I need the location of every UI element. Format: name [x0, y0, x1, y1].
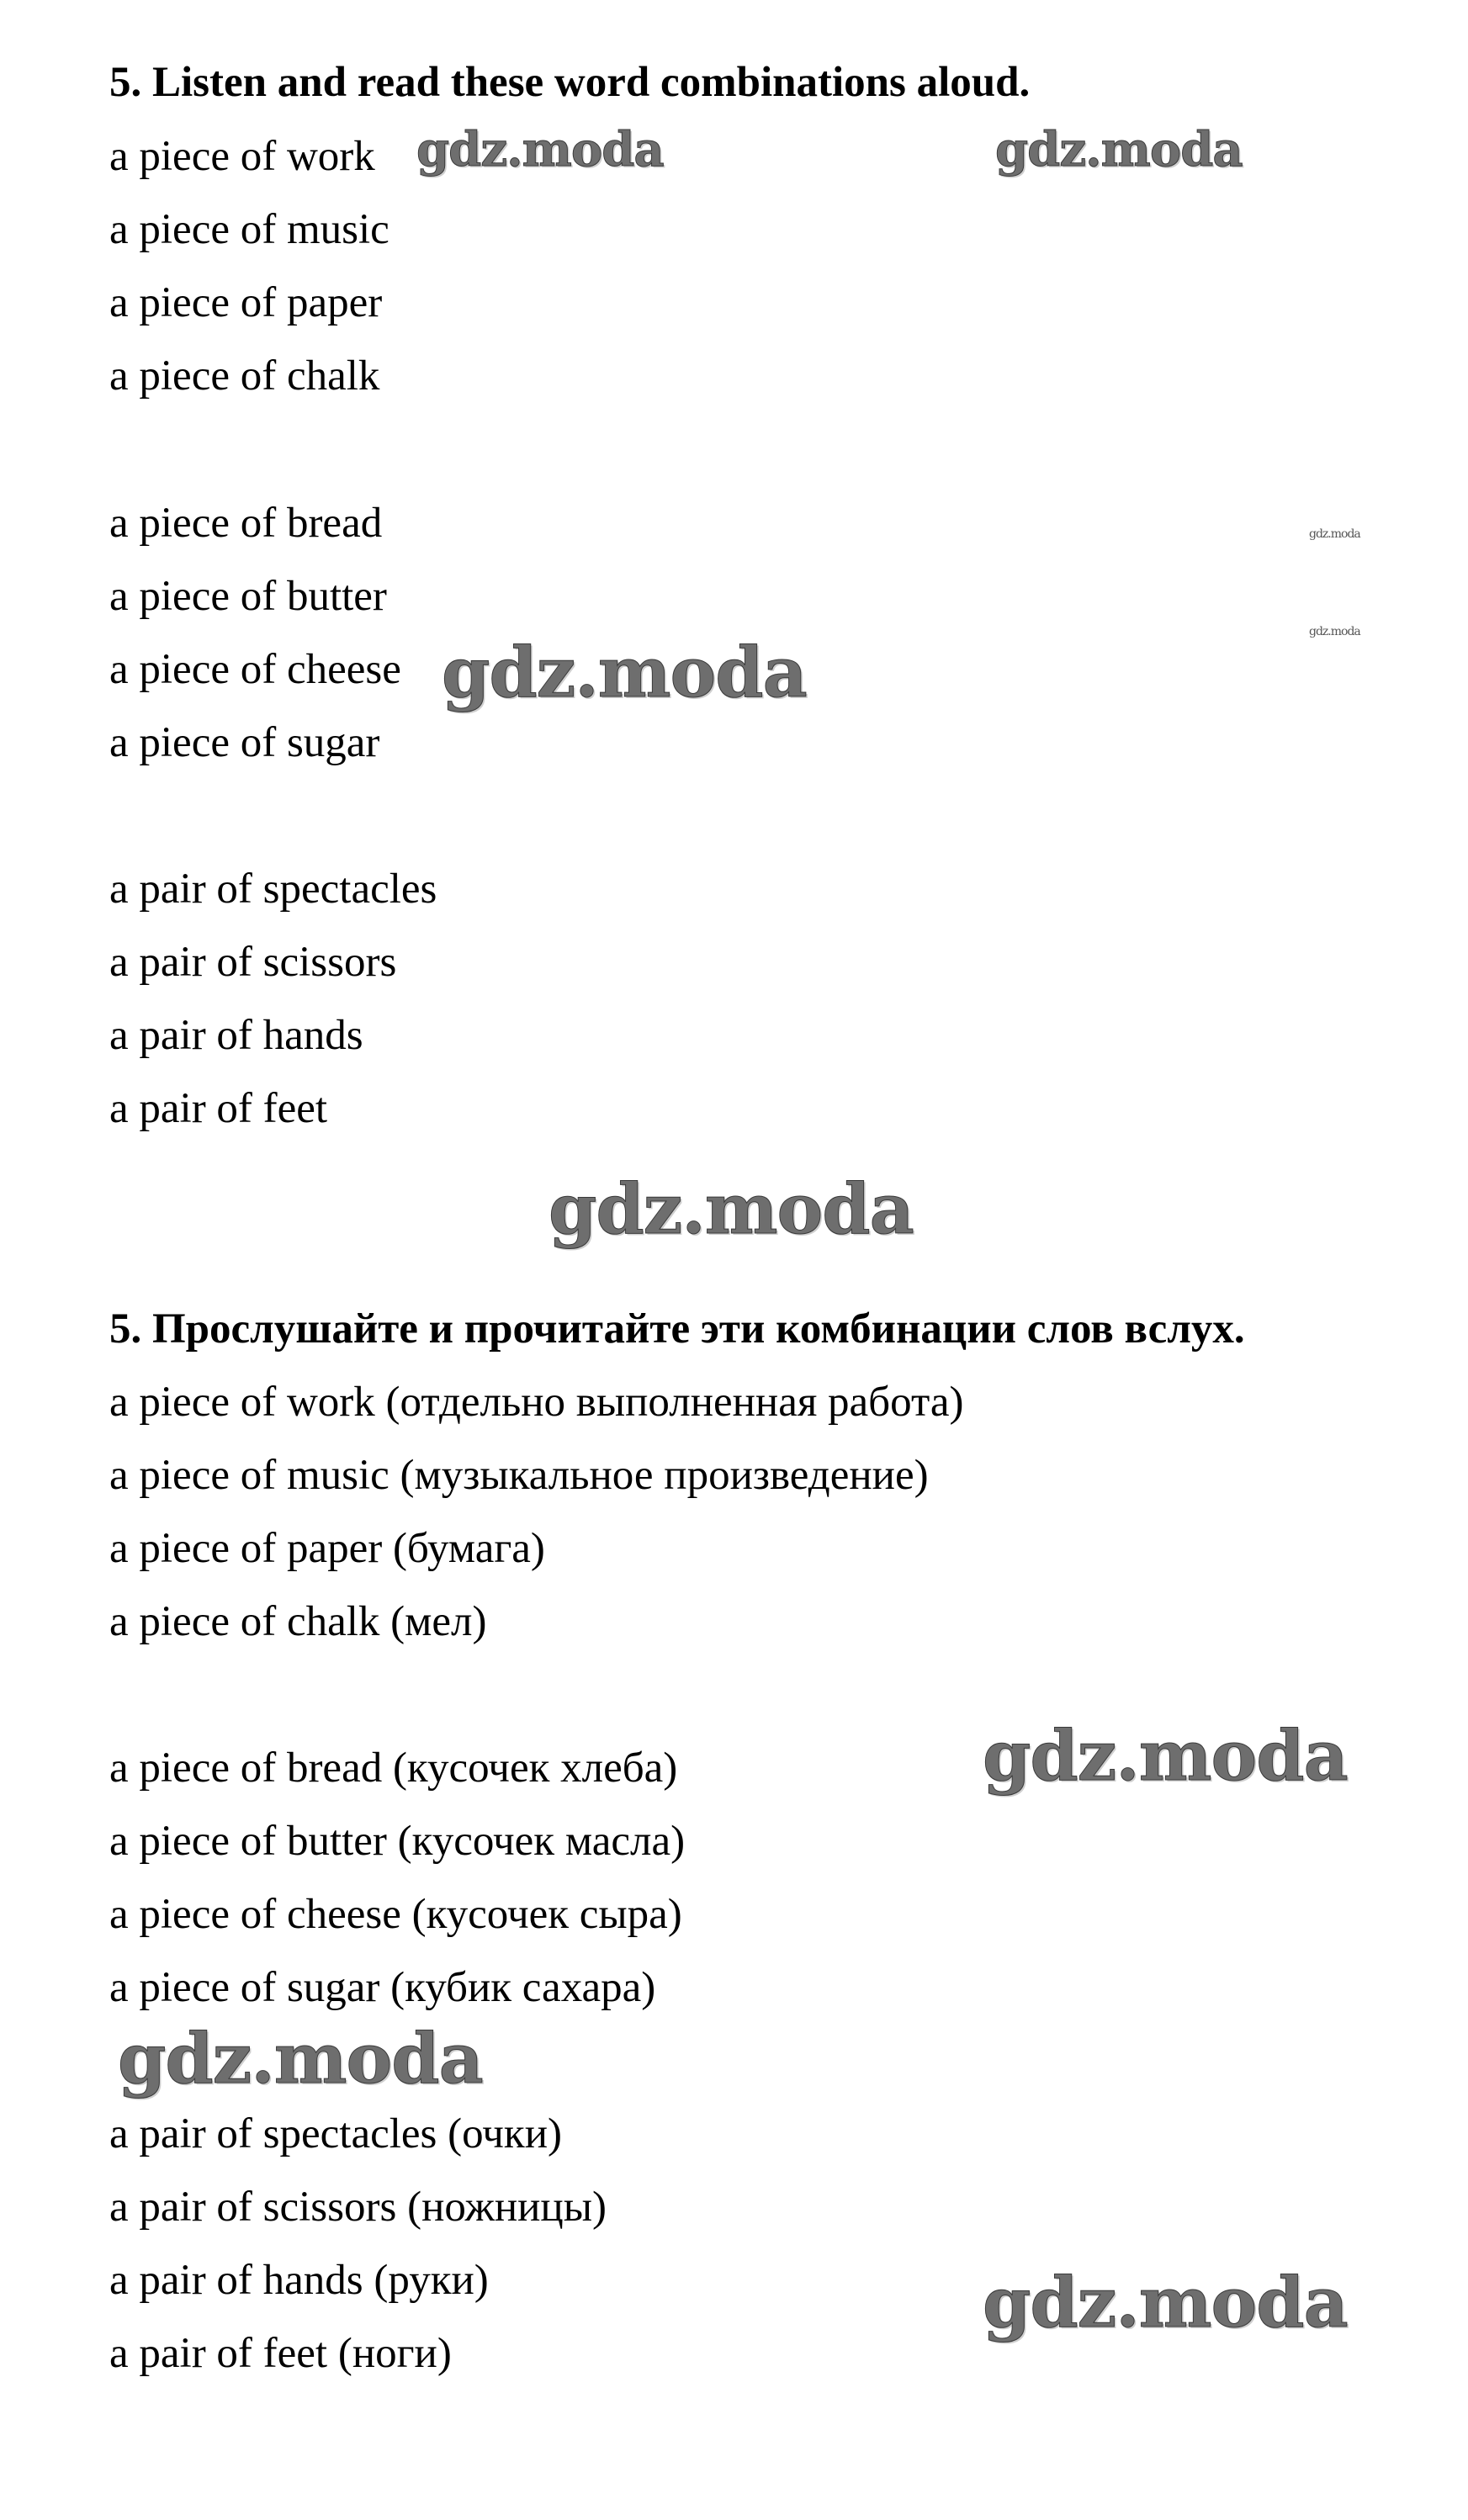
russian-line: a piece of paper (бумага)	[109, 1525, 545, 1572]
english-line: a pair of spectacles	[109, 866, 437, 913]
russian-line: a piece of sugar (кубик сахара)	[109, 1964, 656, 2011]
english-line: a piece of paper	[109, 279, 383, 326]
english-line: a piece of butter	[109, 573, 387, 620]
english-line: a pair of scissors	[109, 939, 397, 986]
watermark: gdz.moda	[983, 2263, 1348, 2343]
watermark: gdz.moda	[549, 1169, 914, 1250]
russian-line: a pair of feet (ноги)	[109, 2330, 452, 2377]
english-line: a piece of music	[109, 206, 390, 253]
english-line: a pair of hands	[109, 1012, 363, 1059]
watermark: gdz.moda	[1309, 625, 1360, 638]
english-line: a piece of chalk	[109, 352, 380, 400]
russian-line: a piece of music (музыкальное произведение)	[109, 1452, 929, 1499]
watermark: gdz.moda	[995, 122, 1243, 177]
russian-line: a piece of chalk (мел)	[109, 1598, 487, 1645]
russian-line: a piece of work (отдельно выполненная работа)	[109, 1379, 964, 1426]
english-line: a pair of feet	[109, 1085, 328, 1132]
russian-line: a piece of bread (кусочек хлеба)	[109, 1744, 678, 1792]
english-heading: 5. Listen and read these word combinations aloud.	[109, 59, 1031, 106]
english-line: a piece of bread	[109, 500, 383, 547]
watermark: gdz.moda	[442, 633, 807, 713]
english-line: a piece of cheese	[109, 646, 401, 693]
russian-line: a pair of spectacles (очки)	[109, 2110, 562, 2157]
watermark: gdz.moda	[1309, 527, 1360, 541]
watermark: gdz.moda	[416, 122, 664, 177]
russian-heading: 5. Прослушайте и прочитайте эти комбинации слов вслух.	[109, 1305, 1245, 1353]
russian-line: a piece of cheese (кусочек сыра)	[109, 1891, 682, 1938]
russian-line: a piece of butter (кусочек масла)	[109, 1818, 686, 1865]
watermark: gdz.moda	[983, 1716, 1348, 1797]
english-line: a piece of sugar	[109, 719, 380, 766]
watermark: gdz.moda	[118, 2019, 483, 2099]
russian-line: a pair of hands (руки)	[109, 2257, 489, 2304]
english-line: a piece of work	[109, 133, 375, 180]
russian-line: a pair of scissors (ножницы)	[109, 2184, 607, 2231]
